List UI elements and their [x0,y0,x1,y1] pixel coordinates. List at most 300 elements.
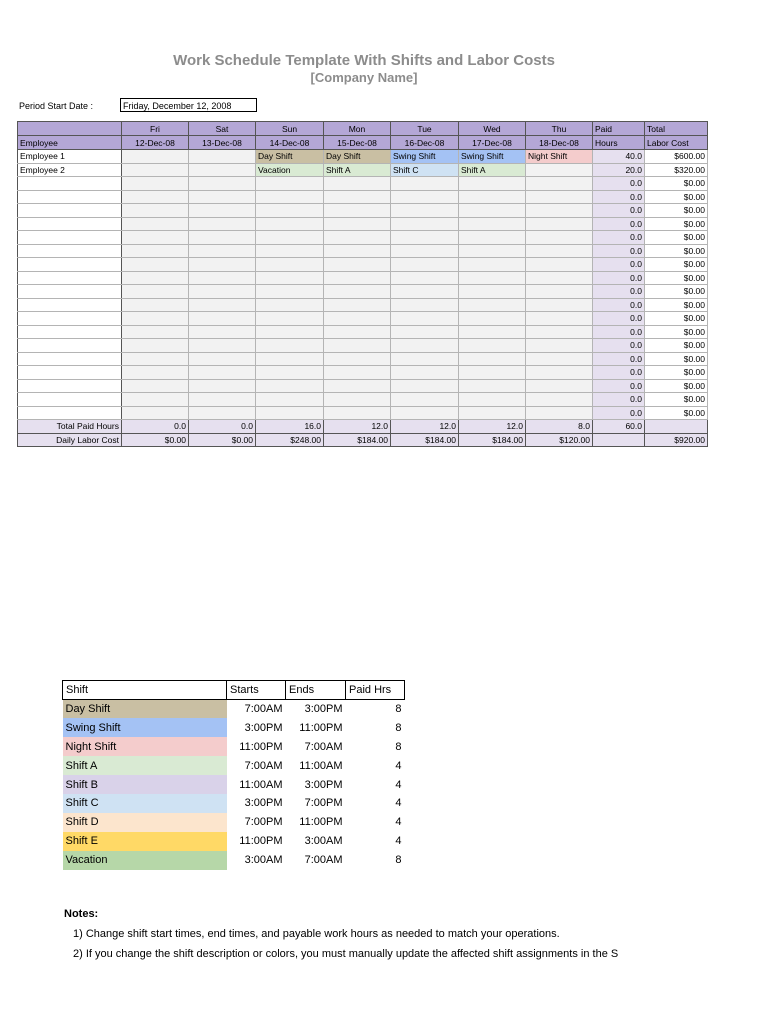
table-row [18,285,708,299]
legend-ends[interactable]: 11:00PM [299,721,343,734]
shift-cell[interactable] [526,190,593,204]
header-row-dates [18,136,708,150]
shift-cell[interactable] [526,393,593,407]
shift-cell[interactable] [122,406,189,420]
legend-row [63,813,405,832]
paid-hours-cell: 20.0 [593,163,645,177]
shift-cell[interactable] [256,285,324,299]
shift-cell[interactable] [256,244,324,258]
table-row [18,366,708,380]
shift-legend-table [62,680,405,870]
table-row [18,393,708,407]
shift-cell[interactable] [189,204,256,218]
shift-cell[interactable] [189,312,256,326]
shift-cell[interactable] [122,177,189,191]
shift-cell[interactable] [189,406,256,420]
paid-hours-cell: 0.0 [593,244,645,258]
shift-cell[interactable] [459,285,526,299]
legend-starts[interactable]: 7:00PM [244,816,283,829]
shift-cell[interactable] [189,163,256,177]
shift-cell[interactable] [526,406,593,420]
shift-cell[interactable] [256,231,324,245]
paid-hours-cell: 0.0 [593,231,645,245]
total-label: Daily Labor Cost [18,433,122,447]
table-row [18,352,708,366]
total-label: Total Paid Hours [18,420,122,434]
shift-cell[interactable] [324,285,391,299]
shift-cell[interactable] [324,393,391,407]
labor-cost-cell: $0.00 [645,406,708,420]
legend-shift-name[interactable]: Swing Shift [63,718,227,737]
shift-cell[interactable] [122,204,189,218]
employee-cell[interactable] [18,177,122,191]
table-row [18,244,708,258]
legend-shift-name[interactable]: Shift D [63,813,227,832]
shift-cell[interactable] [526,271,593,285]
total-value: 0.0 [122,420,189,434]
day-name: Thu [526,122,593,136]
total-cost-header: Labor Cost [645,136,708,150]
shift-cell[interactable] [459,379,526,393]
legend-header-row [63,681,405,700]
shift-cell[interactable] [122,244,189,258]
shift-cell[interactable] [256,204,324,218]
shift-cell[interactable] [256,325,324,339]
shift-cell[interactable] [189,325,256,339]
legend-starts[interactable]: 3:00PM [244,721,283,734]
shift-cell[interactable] [526,312,593,326]
shift-cell[interactable] [122,150,189,164]
shift-cell[interactable] [391,379,459,393]
shift-cell[interactable]: Shift A [459,163,526,177]
shift-cell[interactable] [324,312,391,326]
shift-cell[interactable] [122,217,189,231]
paid-hours-cell: 0.0 [593,339,645,353]
legend-starts[interactable]: 11:00PM [239,740,283,753]
shift-cell[interactable] [122,163,189,177]
employee-cell[interactable] [18,325,122,339]
shift-cell[interactable] [526,217,593,231]
total-hours: 60.0 [593,420,645,434]
shift-cell[interactable] [526,231,593,245]
shift-cell[interactable] [324,366,391,380]
shift-cell[interactable] [256,366,324,380]
shift-cell[interactable] [459,312,526,326]
shift-cell[interactable] [122,258,189,272]
shift-cell[interactable] [189,298,256,312]
shift-cell[interactable] [391,190,459,204]
employee-cell[interactable] [18,312,122,326]
day-name: Sun [256,122,324,136]
paid-hours-cell: 0.0 [593,298,645,312]
shift-cell[interactable] [189,231,256,245]
shift-cell[interactable] [256,393,324,407]
total-value: 12.0 [391,420,459,434]
shift-cell[interactable] [459,177,526,191]
legend-ends[interactable]: 11:00PM [299,816,343,829]
paid-hours-cell: 0.0 [593,258,645,272]
legend-shift-name[interactable]: Shift B [63,775,227,794]
shift-cell[interactable]: Day Shift [324,150,391,164]
legend-hrs[interactable]: 8 [395,721,402,734]
total-value: 12.0 [324,420,391,434]
legend-ends[interactable]: 3:00PM [304,703,343,716]
paid-hours-cell: 0.0 [593,177,645,191]
shift-cell[interactable] [391,339,459,353]
table-row [18,258,708,272]
labor-cost-cell: $0.00 [645,244,708,258]
legend-ends[interactable]: 11:00AM [299,759,343,772]
legend-ends[interactable]: 7:00AM [304,854,343,867]
shift-cell[interactable] [526,352,593,366]
legend-row [63,775,405,794]
shift-cell[interactable] [526,298,593,312]
shift-cell[interactable] [526,244,593,258]
shift-cell[interactable] [324,352,391,366]
day-date: 15-Dec-08 [324,136,391,150]
legend-starts[interactable]: 7:00AM [244,759,283,772]
notes-heading: Notes: [64,908,99,920]
labor-cost-cell: $0.00 [645,258,708,272]
table-row [18,379,708,393]
shift-cell[interactable] [256,217,324,231]
table-row [18,406,708,420]
shift-cell[interactable] [526,285,593,299]
paid-hours-cell: 0.0 [593,271,645,285]
shift-cell[interactable] [122,298,189,312]
daily-labor-cost-row [18,433,708,447]
table-row [18,163,708,177]
shift-cell[interactable] [324,379,391,393]
paid-hours-cell: 0.0 [593,312,645,326]
shift-cell[interactable] [391,366,459,380]
shift-cell[interactable] [324,325,391,339]
paid-hours-cell: 0.0 [593,204,645,218]
shift-cell[interactable] [391,298,459,312]
shift-cell[interactable] [122,379,189,393]
shift-cell[interactable] [189,366,256,380]
shift-cell[interactable]: Swing Shift [459,150,526,164]
shift-cell[interactable] [391,285,459,299]
shift-cell[interactable] [459,325,526,339]
shift-cell[interactable] [122,325,189,339]
note-2: 2) If you change the shift description or colors, you must manually update the affected shift assignments in the S [73,948,619,960]
shift-cell[interactable] [324,204,391,218]
shift-cell[interactable] [459,271,526,285]
shift-cell[interactable] [324,177,391,191]
shift-cell[interactable] [122,352,189,366]
shift-cell[interactable] [526,366,593,380]
paid-hours-cell: 0.0 [593,406,645,420]
labor-cost-cell: $0.00 [645,285,708,299]
shift-cell[interactable] [256,298,324,312]
legend-shift-name[interactable]: Night Shift [63,737,227,756]
paid-hours-cell: 40.0 [593,150,645,164]
shift-cell[interactable] [256,339,324,353]
shift-cell[interactable]: Shift A [324,163,391,177]
day-name: Sat [189,122,256,136]
employee-cell[interactable] [18,258,122,272]
shift-cell[interactable] [526,163,593,177]
labor-cost-cell: $0.00 [645,271,708,285]
shift-cell[interactable] [391,244,459,258]
header-row-days [18,122,708,136]
period-start-label: Period Start Date : [19,101,94,111]
legend-shift-name[interactable]: Shift C [63,794,227,813]
legend-row [63,737,405,756]
day-date: 18-Dec-08 [526,136,593,150]
shift-cell[interactable] [459,244,526,258]
shift-cell[interactable] [391,325,459,339]
shift-cell[interactable] [459,366,526,380]
labor-cost-cell: $0.00 [645,190,708,204]
total-value: $120.00 [526,433,593,447]
shift-cell[interactable]: Night Shift [526,150,593,164]
legend-shift-name[interactable]: Day Shift [63,700,227,719]
shift-cell[interactable] [324,406,391,420]
legend-header-starts: Starts [227,681,286,700]
paid-hours-cell: 0.0 [593,366,645,380]
labor-cost-cell: $0.00 [645,352,708,366]
employee-cell[interactable] [18,244,122,258]
shift-cell[interactable] [122,190,189,204]
shift-cell[interactable] [189,271,256,285]
shift-cell[interactable] [391,231,459,245]
employee-cell[interactable] [18,406,122,420]
legend-hrs[interactable]: 4 [395,778,402,791]
legend-ends[interactable]: 7:00AM [304,740,343,753]
shift-cell[interactable] [189,393,256,407]
employee-cell[interactable] [18,190,122,204]
shift-cell[interactable] [189,352,256,366]
employee-cell[interactable] [18,285,122,299]
total-hours [593,433,645,447]
shift-cell[interactable] [459,352,526,366]
day-date: 16-Dec-08 [391,136,459,150]
shift-cell[interactable] [391,271,459,285]
shift-cell[interactable] [189,339,256,353]
shift-cell[interactable] [391,177,459,191]
shift-cell[interactable] [526,204,593,218]
shift-cell[interactable] [189,285,256,299]
shift-cell[interactable] [122,231,189,245]
table-row [18,339,708,353]
shift-cell[interactable] [256,258,324,272]
shift-cell[interactable] [189,258,256,272]
shift-cell[interactable]: Day Shift [256,150,324,164]
shift-cell[interactable] [122,285,189,299]
employee-cell[interactable] [18,298,122,312]
shift-cell[interactable] [324,258,391,272]
total-value: $248.00 [256,433,324,447]
table-row [18,298,708,312]
shift-cell[interactable] [256,271,324,285]
legend-hrs[interactable]: 8 [395,854,402,867]
shift-cell[interactable] [324,217,391,231]
shift-cell[interactable] [324,298,391,312]
day-name: Tue [391,122,459,136]
shift-cell[interactable] [256,352,324,366]
shift-cell[interactable] [122,393,189,407]
table-row [18,325,708,339]
shift-cell[interactable] [459,393,526,407]
labor-cost-cell: $0.00 [645,298,708,312]
total-value: 16.0 [256,420,324,434]
total-cost-header: Total [645,122,708,136]
shift-cell[interactable] [459,258,526,272]
legend-hrs[interactable]: 8 [395,703,402,716]
labor-cost-cell: $0.00 [645,339,708,353]
shift-cell[interactable] [256,406,324,420]
legend-row [63,851,405,870]
shift-cell[interactable] [459,204,526,218]
shift-cell[interactable] [256,312,324,326]
total-value: $0.00 [189,433,256,447]
paid-hours-cell: 0.0 [593,285,645,299]
employee-cell[interactable] [18,379,122,393]
legend-ends[interactable]: 3:00AM [304,835,343,848]
period-start-input[interactable]: Friday, December 12, 2008 [120,98,257,112]
shift-cell[interactable] [189,190,256,204]
shift-cell[interactable] [526,325,593,339]
shift-cell[interactable] [391,217,459,231]
legend-hrs[interactable]: 4 [395,759,402,772]
legend-header-paid-hrs: Paid Hrs [346,681,405,700]
labor-cost-cell: $0.00 [645,312,708,326]
day-date: 17-Dec-08 [459,136,526,150]
table-row [18,204,708,218]
shift-cell[interactable] [391,204,459,218]
shift-cell[interactable] [122,366,189,380]
shift-cell[interactable] [391,258,459,272]
employee-cell[interactable]: Employee 2 [18,163,122,177]
legend-row [63,756,405,775]
shift-cell[interactable] [526,379,593,393]
employee-cell[interactable] [18,217,122,231]
legend-row [63,700,405,719]
shift-cell[interactable] [189,379,256,393]
legend-starts[interactable]: 3:00AM [244,854,283,867]
shift-cell[interactable] [189,244,256,258]
shift-cell[interactable] [391,393,459,407]
day-name: Fri [122,122,189,136]
shift-cell[interactable] [256,379,324,393]
table-row [18,231,708,245]
legend-hrs[interactable]: 8 [395,740,402,753]
legend-starts[interactable]: 11:00PM [239,835,283,848]
shift-cell[interactable] [256,177,324,191]
shift-cell[interactable] [122,271,189,285]
table-row [18,271,708,285]
table-row [18,150,708,164]
legend-header-shift: Shift [63,681,227,700]
shift-cell[interactable] [256,190,324,204]
day-date: 13-Dec-08 [189,136,256,150]
employee-cell[interactable] [18,352,122,366]
labor-cost-cell: $320.00 [645,163,708,177]
legend-hrs[interactable]: 4 [395,816,402,829]
shift-cell[interactable] [526,258,593,272]
employee-cell[interactable]: Employee 1 [18,150,122,164]
company-name[interactable]: [Company Name] [310,70,418,85]
legend-ends[interactable]: 7:00PM [304,797,343,810]
employee-cell[interactable] [18,204,122,218]
schedule-table [17,121,708,447]
legend-hrs[interactable]: 4 [395,835,402,848]
legend-ends[interactable]: 3:00PM [304,778,343,791]
shift-cell[interactable] [459,298,526,312]
day-date: 14-Dec-08 [256,136,324,150]
shift-cell[interactable] [189,150,256,164]
employee-cell[interactable] [18,231,122,245]
shift-cell[interactable] [459,406,526,420]
employee-cell[interactable] [18,393,122,407]
shift-cell[interactable]: Swing Shift [391,150,459,164]
legend-shift-name[interactable]: Shift E [63,832,227,851]
shift-cell[interactable] [391,312,459,326]
shift-cell[interactable] [324,339,391,353]
shift-cell[interactable] [324,244,391,258]
labor-cost-cell: $600.00 [645,150,708,164]
day-name: Mon [324,122,391,136]
shift-cell[interactable] [189,217,256,231]
legend-shift-name[interactable]: Shift A [63,756,227,775]
legend-shift-name[interactable]: Vacation [63,851,227,870]
shift-cell[interactable] [459,190,526,204]
legend-starts[interactable]: 3:00PM [244,797,283,810]
shift-cell[interactable] [459,217,526,231]
paid-hours-header: Paid [593,122,645,136]
table-row [18,312,708,326]
legend-row [63,718,405,737]
paid-hours-cell: 0.0 [593,325,645,339]
shift-cell[interactable] [324,271,391,285]
shift-cell[interactable]: Vacation [256,163,324,177]
labor-cost-cell: $0.00 [645,379,708,393]
labor-cost-cell: $0.00 [645,325,708,339]
total-value: $184.00 [391,433,459,447]
shift-cell[interactable] [189,177,256,191]
legend-starts[interactable]: 7:00AM [244,703,283,716]
shift-cell[interactable] [391,352,459,366]
note-1: 1) Change shift start times, end times, and payable work hours as needed to match your operations. [73,928,560,940]
shift-cell[interactable] [459,339,526,353]
shift-cell[interactable] [122,339,189,353]
employee-cell[interactable] [18,271,122,285]
total-paid-hours-row [18,420,708,434]
shift-cell[interactable] [324,231,391,245]
legend-hrs[interactable]: 4 [395,797,402,810]
shift-cell[interactable] [391,406,459,420]
paid-hours-cell: 0.0 [593,352,645,366]
shift-cell[interactable] [324,190,391,204]
shift-cell[interactable] [526,339,593,353]
labor-cost-cell: $0.00 [645,231,708,245]
legend-row [63,794,405,813]
shift-cell[interactable]: Shift C [391,163,459,177]
total-value: $184.00 [324,433,391,447]
table-row [18,217,708,231]
total-cost [645,420,708,434]
header-blank [18,122,122,136]
employee-cell[interactable] [18,339,122,353]
shift-cell[interactable] [526,177,593,191]
employee-cell[interactable] [18,366,122,380]
shift-cell[interactable] [122,312,189,326]
legend-starts[interactable]: 11:00AM [239,778,283,791]
table-row [18,190,708,204]
shift-cell[interactable] [459,231,526,245]
